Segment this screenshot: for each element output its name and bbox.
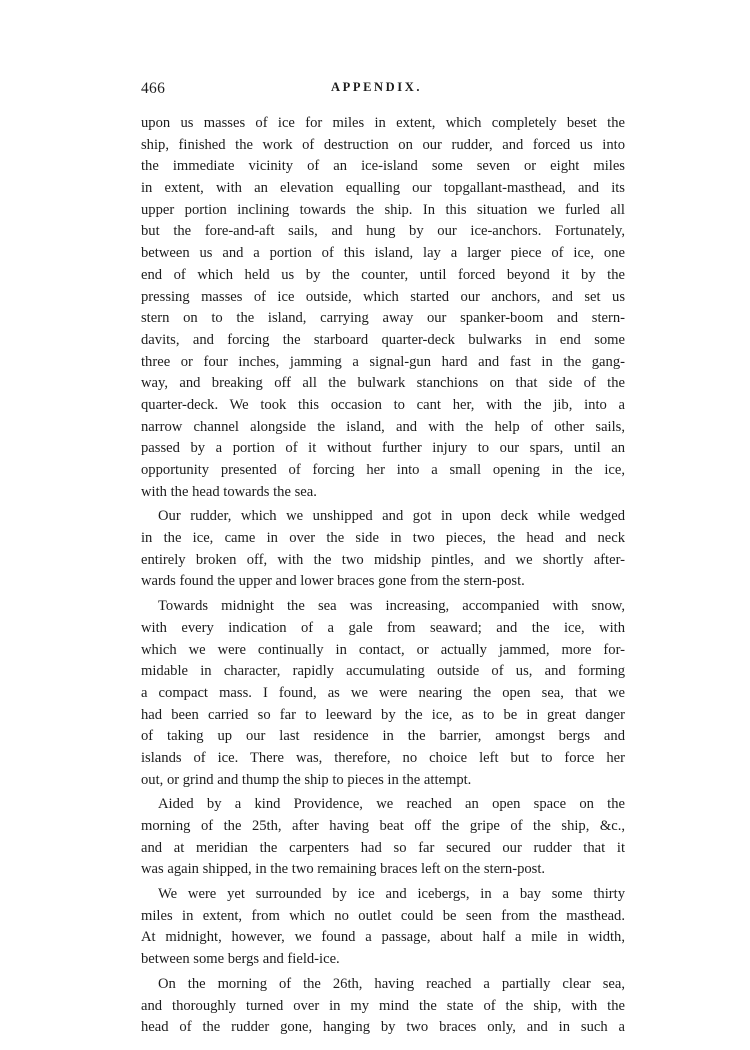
- paragraph: [141, 596, 625, 791]
- paragraph: [141, 974, 625, 1039]
- text-line: At midnight, however, we found a passage, about half a mile in width,: [141, 929, 625, 946]
- text-line: islands of ice. There was, therefore, no choice left but to force her: [141, 749, 625, 766]
- text-line: upon us masses of ice for miles in extent, which completely beset the: [141, 115, 625, 131]
- text-line: midable in character, rapidly accumulating outside of us, and forming: [141, 663, 625, 680]
- text-line: upper portion inclining towards the ship. In this situation we furled all: [141, 201, 625, 218]
- paragraph: [141, 884, 625, 971]
- text-line: wards found the upper and lower braces gone from the stern-post.: [141, 573, 525, 590]
- text-line: out, or grind and thump the ship to pieces in the attempt.: [141, 771, 472, 788]
- body-text: [141, 113, 625, 1039]
- text-line: davits, and forcing the starboard quarter-deck bulwarks in end some: [141, 331, 625, 348]
- text-line: narrow channel alongside the island, and with the help of other sails,: [141, 418, 625, 435]
- text-line: had been carried so far to leeward by the ice, as to be in great danger: [141, 706, 625, 723]
- text-line: ship, finished the work of destruction on our rudder, and forced us into: [141, 136, 625, 153]
- text-line: but the fore-and-aft sails, and hung by our ice-anchors. Fortunately,: [141, 223, 625, 240]
- text-line: passed by a portion of it without further injury to our spars, until an: [141, 440, 625, 457]
- text-line: quarter-deck. We took this occasion to cant her, with the jib, into a: [141, 396, 625, 413]
- text-line: between some bergs and field-ice.: [141, 951, 340, 968]
- paragraph: [141, 113, 625, 503]
- text-line: miles in extent, from which no outlet could be seen from the masthead.: [141, 907, 625, 924]
- text-line: with the head towards the sea.: [141, 483, 317, 500]
- running-head-title: APPENDIX.: [331, 80, 423, 94]
- text-line: head of the rudder gone, hanging by two braces only, and in such a: [141, 1019, 625, 1036]
- paragraph: [141, 506, 625, 593]
- text-line: and thoroughly turned over in my mind the state of the ship, with the: [141, 997, 625, 1014]
- text-line: and at meridian the carpenters had so far secured our rudder that it: [141, 839, 625, 856]
- text-line: morning of the 25th, after having beat off the gripe of the ship, &c.,: [141, 818, 625, 834]
- running-head: [141, 80, 625, 100]
- paragraph: [141, 794, 625, 881]
- text-line: three or four inches, jamming a signal-gun hard and fast in the gang-: [141, 353, 625, 370]
- text-line: Aided by a kind Providence, we reached an open space on the: [158, 796, 625, 813]
- text-line: of taking up our last residence in the barrier, amongst bergs and: [141, 728, 625, 745]
- page-number: 466: [141, 80, 166, 97]
- text-line: way, and breaking off all the bulwark stanchions on that side of the: [141, 375, 625, 392]
- text-line: which we were continually in contact, or actually jammed, more for-: [141, 641, 625, 658]
- text-line: pressing masses of ice outside, which started our anchors, and set us: [141, 288, 625, 305]
- text-line: between us and a portion of this island, lay a larger piece of ice, one: [141, 245, 625, 262]
- text-line: opportunity presented of forcing her into a small opening in the ice,: [141, 462, 625, 478]
- text-line: We were yet surrounded by ice and icebergs, in a bay some thirty: [158, 886, 625, 903]
- text-line: the immediate vicinity of an ice-island some seven or eight miles: [141, 158, 625, 175]
- text-line: in extent, with an elevation equalling our topgallant-masthead, and its: [141, 180, 625, 197]
- text-line: Towards midnight the sea was increasing, accompanied with snow,: [158, 598, 625, 615]
- text-line: end of which held us by the counter, until forced beyond it by the: [141, 266, 625, 283]
- text-line: a compact mass. I found, as we were nearing the open sea, that we: [141, 684, 625, 701]
- text-line: with every indication of a gale from seaward; and the ice, with: [141, 619, 625, 636]
- text-line: entirely broken off, with the two midship pintles, and we shortly after-: [141, 551, 625, 568]
- text-line: stern on to the island, carrying away our spanker-boom and stern-: [141, 310, 625, 327]
- text-line: Our rudder, which we unshipped and got in upon deck while wedged: [158, 508, 625, 525]
- text-line: was again shipped, in the two remaining braces left on the stern-post.: [141, 861, 546, 878]
- text-line: in the ice, came in over the side in two pieces, the head and neck: [141, 530, 625, 547]
- text-line: On the morning of the 26th, having reached a partially clear sea,: [158, 975, 625, 992]
